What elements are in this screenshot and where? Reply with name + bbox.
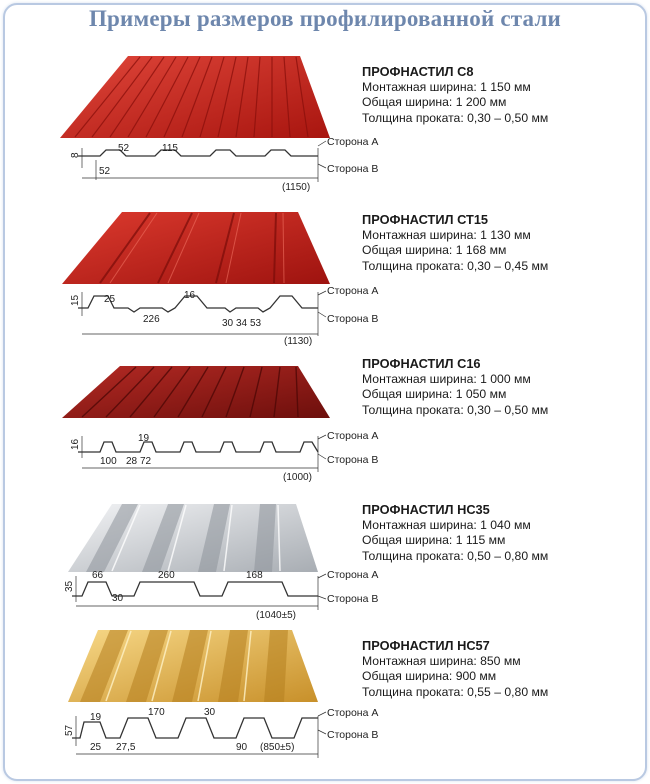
spec-block-c16 bbox=[362, 356, 548, 418]
thickness: Толщина проката: 0,30 – 0,50 мм bbox=[362, 110, 549, 125]
sheet-image-c8 bbox=[0, 50, 340, 150]
spec-block-hc35 bbox=[362, 502, 548, 564]
dim-label: 226 bbox=[143, 314, 160, 325]
dim-label: 16 bbox=[184, 290, 196, 301]
dim-label: 53 bbox=[250, 318, 262, 329]
dim-label: 25 bbox=[104, 294, 116, 305]
side-a-label: Сторона А bbox=[327, 138, 379, 148]
dim-label: 115 bbox=[162, 143, 178, 154]
sheet-image-c16 bbox=[0, 352, 340, 424]
dim-label: 19 bbox=[90, 712, 102, 723]
mount-width: Монтажная ширина: 1 040 мм bbox=[362, 517, 531, 532]
profile-drawing-hc35 bbox=[0, 566, 400, 626]
total-width: Общая ширина: 1 200 мм bbox=[362, 95, 507, 110]
dim-label: 30 bbox=[204, 708, 216, 718]
page-title: Примеры размеров профилированной стали bbox=[88, 6, 562, 31]
thickness: Толщина проката: 0,30 – 0,45 мм bbox=[362, 258, 549, 273]
profile-drawing-ct15 bbox=[0, 282, 400, 346]
dim-label: 52 bbox=[99, 166, 111, 177]
thickness: Толщина проката: 0,50 – 0,80 мм bbox=[362, 548, 549, 563]
thickness: Толщина проката: 0,55 – 0,80 мм bbox=[362, 684, 549, 699]
product-name: ПРОФНАСТИЛ НС57 bbox=[362, 638, 490, 653]
mount-width: Монтажная ширина: 1 000 мм bbox=[362, 371, 531, 386]
profile-drawing-c8 bbox=[0, 138, 400, 200]
total-width: Общая ширина: 1 050 мм bbox=[362, 387, 507, 402]
profile-drawing-c16 bbox=[0, 426, 400, 488]
dim-label: 52 bbox=[118, 143, 130, 154]
dim-label: 90 bbox=[236, 742, 248, 753]
dim-total-width: (1040±5) bbox=[256, 610, 296, 621]
product-section-ct15 bbox=[0, 202, 650, 352]
product-name: ПРОФНАСТИЛ НС35 bbox=[362, 502, 490, 517]
product-section-hc57 bbox=[0, 626, 650, 776]
dim-label: 30 bbox=[112, 593, 124, 604]
side-b-label: Сторона В bbox=[327, 454, 379, 466]
dim-label: 170 bbox=[148, 708, 165, 718]
side-b-label: Сторона В bbox=[327, 313, 379, 325]
product-section-hc35 bbox=[0, 494, 650, 644]
side-a-label: Сторона А bbox=[327, 708, 379, 719]
mount-width: Монтажная ширина: 1 150 мм bbox=[362, 79, 531, 94]
dim-total-width: (1150) bbox=[282, 182, 311, 193]
product-section-c8 bbox=[0, 50, 650, 200]
dim-label: 66 bbox=[92, 570, 104, 581]
dim-label: 260 bbox=[158, 570, 175, 581]
dim-height: 8 bbox=[70, 152, 81, 158]
dim-height: 57 bbox=[64, 724, 75, 736]
mount-width: Монтажная ширина: 850 мм bbox=[362, 653, 521, 668]
product-name: ПРОФНАСТИЛ С16 bbox=[362, 356, 481, 371]
dim-height: 16 bbox=[70, 438, 81, 450]
side-b-label: Сторона В bbox=[327, 593, 379, 605]
dim-label: 19 bbox=[138, 433, 150, 444]
product-name: ПРОФНАСТИЛ СТ15 bbox=[362, 212, 489, 227]
dim-label: 72 bbox=[140, 456, 152, 467]
spec-block-hc57 bbox=[362, 638, 548, 700]
product-name: ПРОФНАСТИЛ С8 bbox=[362, 64, 474, 79]
dim-height: 35 bbox=[64, 580, 75, 592]
total-width: Общая ширина: 1 115 мм bbox=[362, 533, 506, 548]
total-width: Общая ширина: 1 168 мм bbox=[362, 243, 507, 258]
dim-height: 15 bbox=[70, 294, 81, 306]
side-b-label: Сторона В bbox=[327, 729, 379, 741]
dim-label: 100 bbox=[100, 456, 117, 467]
dim-total-width: (850±5) bbox=[260, 742, 295, 753]
side-a-label: Сторона А bbox=[327, 430, 379, 442]
sheet-image-hc57 bbox=[0, 626, 340, 710]
mount-width: Монтажная ширина: 1 130 мм bbox=[362, 227, 531, 242]
dim-label: 34 bbox=[236, 318, 248, 329]
sheet-image-ct15 bbox=[0, 202, 340, 292]
dim-label: 25 bbox=[90, 742, 102, 753]
dim-label: 28 bbox=[126, 456, 138, 467]
side-a-label: Сторона А bbox=[327, 285, 379, 297]
spec-block-c8 bbox=[362, 64, 548, 126]
dim-label: 27,5 bbox=[116, 742, 136, 753]
profile-drawing-hc57 bbox=[0, 708, 400, 778]
total-width: Общая ширина: 900 мм bbox=[362, 669, 497, 684]
product-section-c16 bbox=[0, 352, 650, 502]
dim-total-width: (1000) bbox=[283, 472, 312, 483]
dim-label: 30 bbox=[222, 318, 234, 329]
dim-total-width: (1130) bbox=[284, 336, 313, 346]
side-a-label: Сторона А bbox=[327, 569, 379, 581]
dim-label: 168 bbox=[246, 570, 263, 581]
side-b-label: Сторона В bbox=[327, 163, 379, 175]
spec-block-ct15 bbox=[362, 212, 548, 274]
thickness: Толщина проката: 0,30 – 0,50 мм bbox=[362, 402, 549, 417]
